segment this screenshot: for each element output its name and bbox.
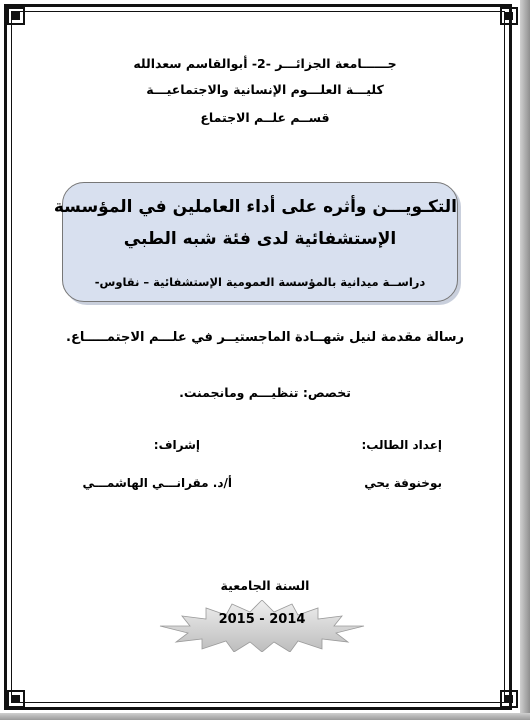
corner-ornament-top-left [6, 6, 26, 26]
student-name: بوخنوفة يحي [364, 476, 442, 490]
thesis-subtitle: دراســة ميدانية بالمؤسسة العمومية الإستشفائية – نقاوس- [94, 275, 426, 289]
faculty-name: كليـــة العلـــوم الإنسانية والاجتماعيـــة [146, 82, 384, 97]
university-name: جــــــامعة الجزائـــر -2- أبوالقاسم سعدالله [133, 56, 397, 71]
academic-year-label: السنة الجامعية [220, 578, 310, 593]
thesis-statement: رسالة مقدمة لنيل شهــادة الماجستيــر في علـــم الاجتمـــــاع. [66, 330, 464, 345]
specialization: تخصص: تنظيـــم ومانجمنت. [179, 385, 351, 400]
corner-ornament-top-right [499, 6, 519, 26]
thesis-title-line-1: التكـويـــن وأثره على أداء العاملين في المؤسسة [53, 197, 457, 217]
supervisor-label: إشراف: [153, 438, 200, 452]
supervisor-name: أ/د. مقرانـــي الهاشمـــي [82, 476, 232, 490]
department-name: قســم علــم الاجتماع [200, 110, 330, 125]
thesis-title-line-2: الإستشفائية لدى فئة شبه الطبي [123, 229, 397, 249]
corner-ornament-bottom-right [499, 689, 519, 709]
page-shadow-bottom [0, 713, 530, 720]
page-shadow-right [520, 0, 530, 720]
academic-year-value: 2015 - 2014 [218, 612, 306, 627]
thesis-title-box [53, 182, 458, 302]
corner-ornament-bottom-left [6, 689, 26, 709]
student-label: إعداد الطالب: [361, 438, 442, 452]
